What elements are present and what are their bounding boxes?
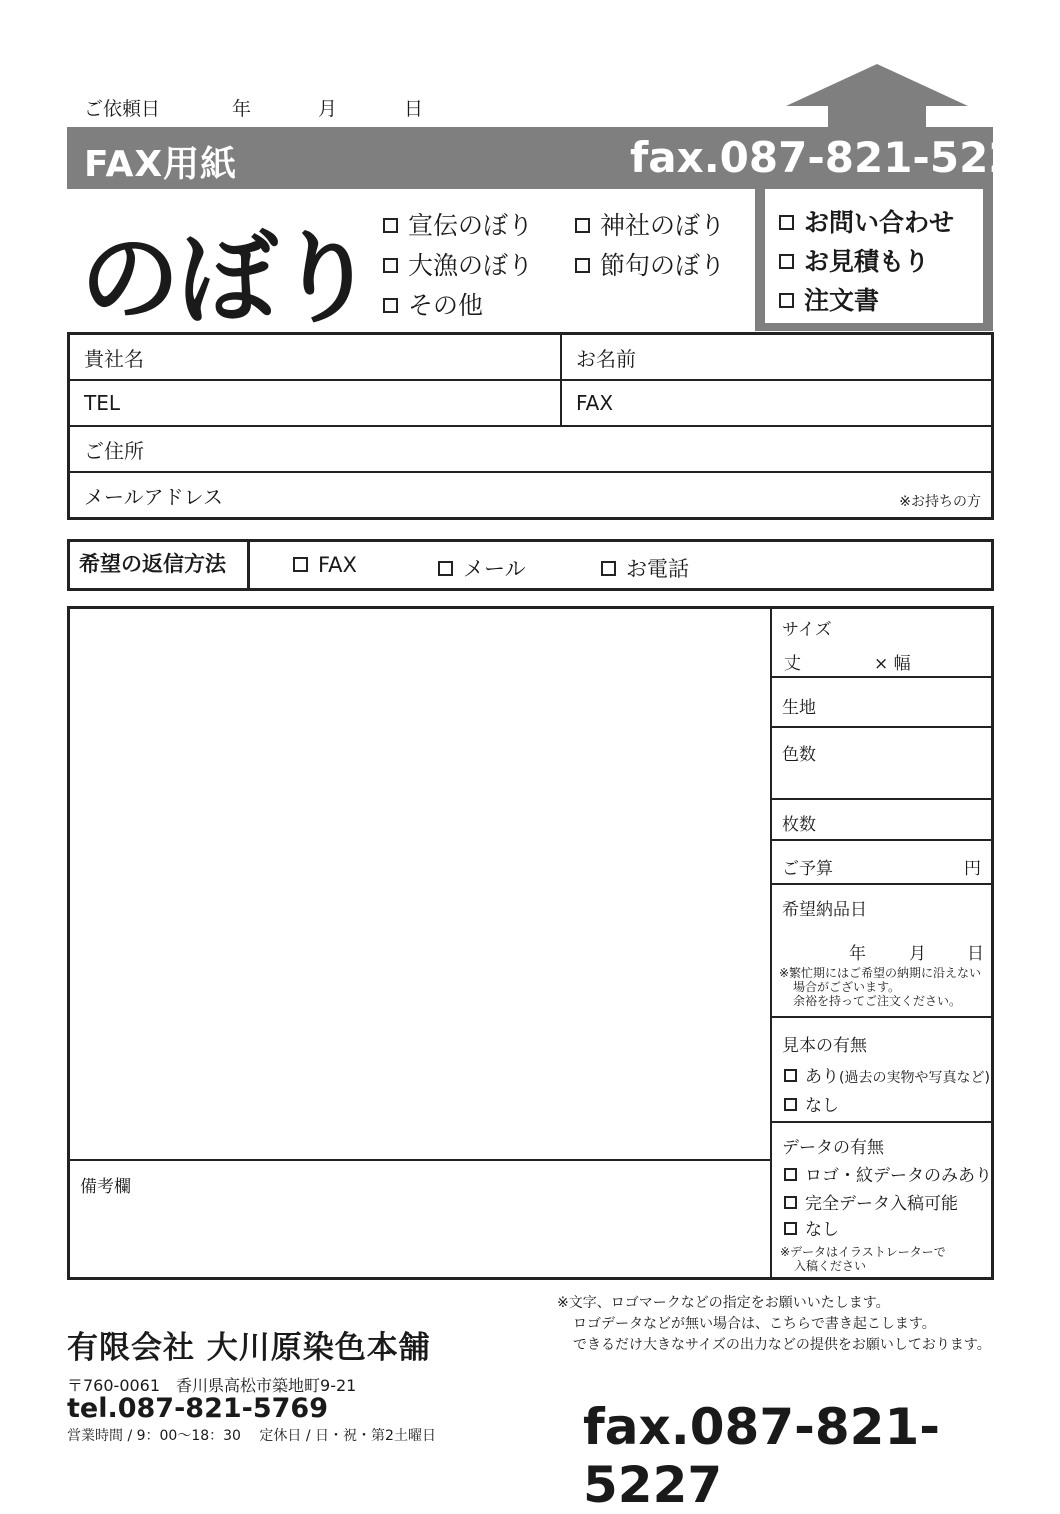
category-tairyo[interactable]	[383, 246, 533, 282]
delivery-year-label: 年	[849, 944, 866, 964]
category-senden[interactable]	[383, 206, 533, 242]
data-option-label: 完全データ入稿可能	[805, 1194, 958, 1214]
reply-method-label: 希望の返信方法	[67, 539, 250, 591]
reply-option-phone[interactable]	[601, 553, 689, 583]
checkbox-icon[interactable]	[779, 215, 794, 230]
data-label: データの有無	[782, 1138, 884, 1158]
fax-label: FAX	[576, 391, 614, 415]
note-line: できるだけ大きなサイズの出力などの提供をお願いしております。	[573, 1337, 991, 1353]
request-label: 注文書	[804, 286, 880, 315]
checkbox-icon[interactable]	[784, 1196, 797, 1209]
request-estimate[interactable]	[779, 242, 929, 278]
remarks-label: 備考欄	[80, 1177, 131, 1197]
category-label: その他	[408, 291, 484, 320]
colors-label: 色数	[782, 745, 816, 765]
checkbox-icon[interactable]	[601, 561, 616, 576]
page-title: のぼり	[80, 220, 374, 337]
data-option-full[interactable]	[784, 1189, 958, 1214]
data-option-logo[interactable]	[784, 1161, 992, 1186]
address-field[interactable]	[69, 426, 993, 472]
divider-remarks	[67, 1159, 771, 1161]
name-label: お名前	[576, 346, 636, 371]
fax-form-title: FAX用紙	[84, 144, 238, 185]
quantity-label: 枚数	[782, 815, 816, 835]
reply-option-label: メール	[463, 557, 526, 581]
sample-yes-option[interactable]	[784, 1062, 990, 1087]
delivery-day-label: 日	[967, 944, 984, 964]
email-label: メールアドレス	[84, 484, 223, 509]
category-label: 神社のぼり	[600, 211, 726, 240]
checkbox-icon[interactable]	[779, 293, 794, 308]
delivery-date-label: 希望納品日	[782, 900, 867, 920]
company-tel: tel.087-821-5769	[67, 1393, 329, 1424]
divider-vertical	[770, 606, 772, 1280]
reply-option-fax[interactable]	[293, 553, 357, 577]
company-field[interactable]	[69, 334, 562, 381]
category-other[interactable]	[383, 286, 483, 322]
date-year-label: 年	[232, 98, 252, 120]
category-jinja[interactable]	[575, 206, 725, 242]
row-divider	[771, 839, 993, 841]
checkbox-icon[interactable]	[784, 1069, 797, 1082]
budget-yen-label: 円	[964, 859, 981, 879]
request-label: お見積もり	[804, 247, 930, 276]
request-order[interactable]	[779, 281, 879, 317]
request-inquiry[interactable]	[779, 203, 954, 239]
category-sekku[interactable]	[575, 246, 725, 282]
delivery-note-line: ※繁忙期にはご希望の納期に沿えない	[779, 966, 982, 980]
sample-label: 見本の有無	[782, 1036, 867, 1056]
checkbox-icon[interactable]	[575, 258, 590, 273]
up-arrow-icon	[784, 62, 970, 128]
delivery-note-line: 余裕を持ってご注文ください。	[793, 994, 962, 1008]
address-label: ご住所	[84, 438, 144, 463]
data-note-line: 入稿ください	[794, 1259, 867, 1273]
company-address: 〒760-0061 香川県高松市築地町9-21	[67, 1376, 357, 1395]
delivery-month-label: 月	[909, 944, 926, 964]
name-field[interactable]	[561, 334, 993, 381]
row-divider	[771, 883, 993, 885]
category-label: 大漁のぼり	[408, 251, 534, 280]
budget-label: ご予算	[782, 859, 833, 879]
size-width-label: × 幅	[874, 654, 911, 674]
reply-option-label: お電話	[626, 557, 689, 581]
customer-info-table	[67, 332, 994, 520]
delivery-note-line: 場合がございます。	[793, 980, 901, 994]
footer-fax-number: fax.087-821-5227	[583, 1398, 940, 1514]
checkbox-icon[interactable]	[784, 1098, 797, 1111]
checkbox-icon[interactable]	[784, 1168, 797, 1181]
email-field[interactable]	[69, 472, 993, 519]
category-label: 節句のぼり	[600, 251, 726, 280]
tel-field[interactable]	[69, 380, 562, 426]
checkbox-icon[interactable]	[383, 298, 398, 313]
checkbox-icon[interactable]	[383, 258, 398, 273]
checkbox-icon[interactable]	[438, 561, 453, 576]
fabric-label: 生地	[782, 698, 816, 718]
company-label: 貴社名	[84, 346, 144, 371]
reply-option-label: FAX	[318, 553, 357, 577]
checkbox-icon[interactable]	[575, 218, 590, 233]
checkbox-icon[interactable]	[293, 557, 308, 572]
row-divider	[771, 676, 993, 678]
date-day-label: 日	[404, 98, 424, 120]
size-height-label: 丈	[784, 654, 801, 674]
company-name: 有限会社 大川原染色本舗	[67, 1330, 431, 1366]
row-divider	[771, 1121, 993, 1123]
row-divider	[771, 726, 993, 728]
reply-option-email[interactable]	[438, 553, 526, 583]
request-label: お問い合わせ	[804, 208, 955, 237]
row-divider	[771, 1016, 993, 1018]
tel-label: TEL	[84, 391, 120, 415]
sample-no-option[interactable]	[784, 1091, 839, 1116]
data-option-label: ロゴ・紋データのみあり	[805, 1166, 992, 1186]
category-label: 宣伝のぼり	[408, 211, 534, 240]
row-divider	[771, 798, 993, 800]
fax-field[interactable]	[561, 380, 993, 426]
checkbox-icon[interactable]	[383, 218, 398, 233]
delivery-note	[779, 966, 981, 1008]
sample-yes-label: あり	[805, 1067, 839, 1087]
checkbox-icon[interactable]	[784, 1222, 797, 1235]
checkbox-icon[interactable]	[779, 254, 794, 269]
request-date-label: ご依頼日	[84, 98, 161, 120]
data-note	[780, 1245, 946, 1273]
sample-no-label: なし	[805, 1096, 839, 1116]
sample-yes-note: (過去の実物や写真など)	[839, 1070, 990, 1086]
data-note-line: ※データはイラストレーターで	[780, 1245, 946, 1259]
data-option-label: なし	[805, 1220, 839, 1240]
data-option-none[interactable]	[784, 1215, 839, 1240]
size-label: サイズ	[782, 620, 832, 640]
email-note: ※お持ちの方	[899, 494, 981, 510]
date-month-label: 月	[318, 98, 338, 120]
business-hours: 営業時間 / 9：00〜18：30 定休日 / 日・祝・第2土曜日	[67, 1428, 436, 1444]
note-line: ※文字、ロゴマークなどの指定をお願いいたします。	[557, 1295, 890, 1311]
header-fax-number: fax.087-821-5227	[630, 133, 1047, 182]
note-line: ロゴデータなどが無い場合は、こちらで書き起こします。	[573, 1316, 936, 1332]
